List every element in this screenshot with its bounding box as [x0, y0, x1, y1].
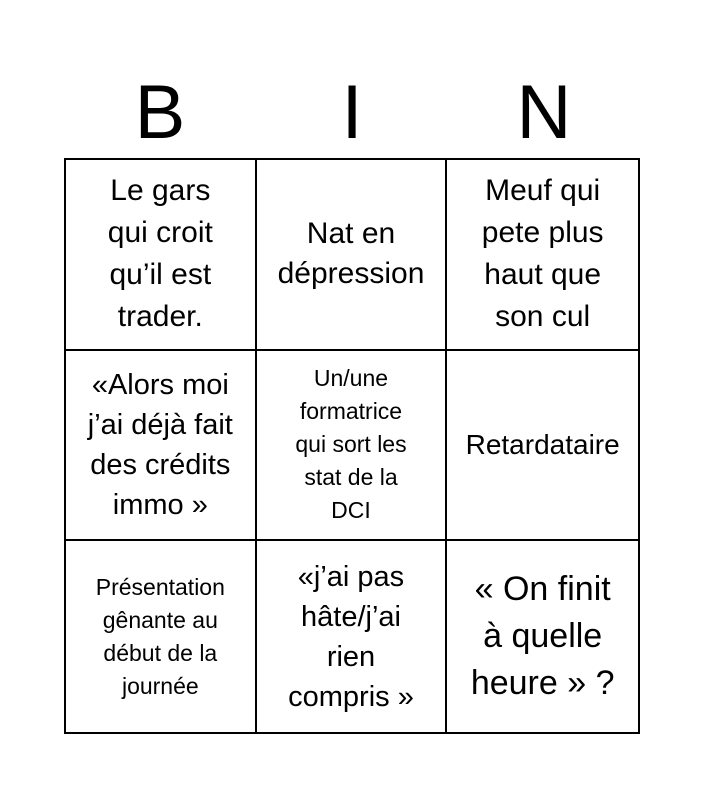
bingo-cell[interactable] — [257, 541, 448, 732]
bingo-grid — [64, 158, 640, 734]
bingo-cell[interactable] — [66, 351, 257, 542]
bingo-cell-text: « On finit à quelle heure » ? — [470, 570, 615, 703]
header-letter-i: I — [341, 70, 363, 155]
bingo-cell-text: «j’ai pas hâte/j’ai rien compris » — [288, 560, 414, 713]
bingo-header — [64, 70, 640, 156]
bingo-cell[interactable] — [447, 160, 638, 351]
bingo-cell[interactable] — [257, 160, 448, 351]
bingo-cell[interactable] — [257, 351, 448, 542]
bingo-cell-text: Un/une formatrice qui sort les stat de la DCI — [295, 365, 407, 524]
bingo-cell[interactable] — [447, 541, 638, 732]
bingo-cell[interactable] — [447, 351, 638, 542]
bingo-cell[interactable] — [66, 160, 257, 351]
bingo-cell-text: Le gars qui croit qu’il est trader. — [107, 174, 213, 334]
bingo-cell[interactable] — [66, 541, 257, 732]
bingo-cell-text: Présentation gênante au début de la journée — [95, 573, 225, 699]
bingo-cell-text: Retardataire — [465, 429, 620, 461]
header-letter-b: B — [134, 70, 186, 155]
bingo-cell-text: «Alors moi j’ai déjà fait des crédits immo » — [87, 368, 233, 521]
bingo-cell-text: Meuf qui pete plus haut que son cul — [481, 174, 604, 334]
bingo-cell-text: Nat en dépression — [277, 217, 425, 291]
header-letter-n: N — [516, 70, 572, 155]
